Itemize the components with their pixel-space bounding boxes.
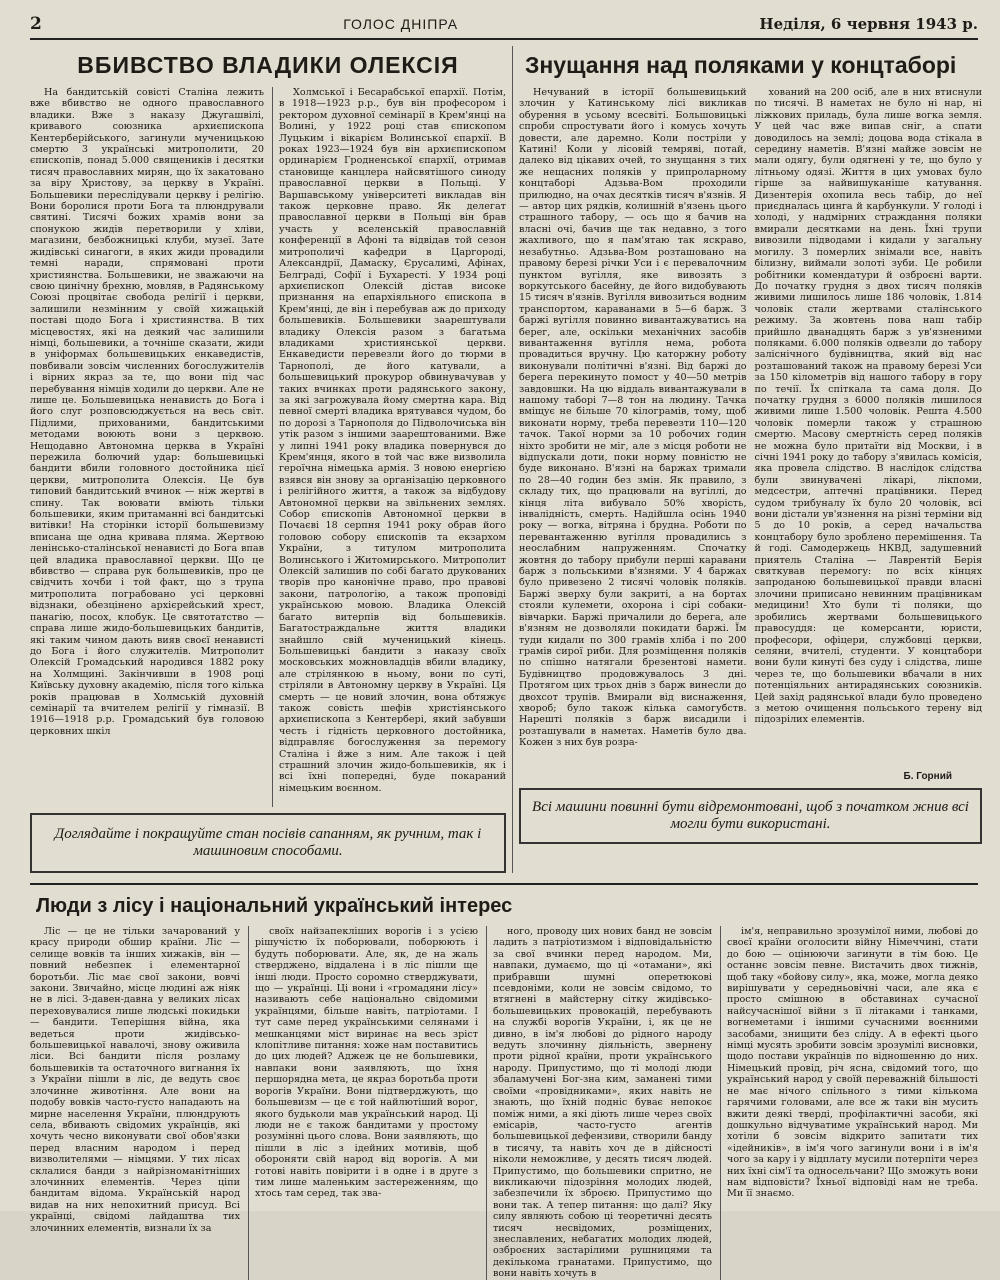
article-bottom-column-3 — [486, 926, 712, 1280]
article-left-text-1: На бандитській совісті Сталіна лежить вже вбивство не одного православного владики. Вже з наказу Джугашвілі, кривавого союзника архиєпископа Кентерберійського, загинули мученицькою смертю 3 українські митрополити, 20 єпископів, понад 5.000 священиків і десятки тисяч православних мирян, що їх закатовано за віру Христову, за церкву в Україні. Большевики переслідували церкву і релігію. Вони боролися проти Бога та плюндрували святині. Тисячі божих храмів вони за спонукою жидів перетворили у хліви, магазини, безбожницькі клуби, музеї. Зате жидівські синагоги, в яких жиди провадили темні наради, спрямовані проти християнства. Большевики, не зважаючи на свою цинічну брехню, мовляв, в Радянському Союзі процвітає свобода релігії і церкви, залишили незмінним у своїй хижацькій поставі щодо Бога і християнства. В тих місцевостях, які на деякий час залишили німці, большевики, а точніше сказати, жиди в уніформах большевицьких енкаведистів, повбивали зовсім численних богослужителів і вірних якраз за те, що вони під час перебування німців ходили до церкви. Але не лише це. Большевицька ненависть до Бога і його слуг розповсюджується на весь світ. Підлими, прихованими, бандитськими методами воюють вони з церквою. Нещодавно Автономна церква в Україні пережила болючий удар: большевицькі бандити вбили головного достойника цієї церкви, митрополита Олексія. Це був типовий бандитський вчинок — ніж жертві в спину. Так воювати вміють тільки большевики, яким притаманні всі бандитські витівки! На сторінки історії большевизму вписана ще одна кривава пляма. Жертвою ленінсько-сталінської ненависті до Бога впав цей владика православної церкви. Що це вбивство — справа рук большевиків, про це свідчить хочби і той факт, що з трупа митрополита пограбовано усі церковні відзнаки, обезцінено архієрейський хрест, панагію, посох, клобук. Це святотатство — справа лише жидо-большевицьких бандитів, які таким чином дають вияв своєї ненависті до Бога і його служителів. Митрополит Олексій Громадський народився 1882 року на Холмщині. Закінчивши в 1908 році Київську духовну академію, після того кілька років працював в Холмській духовній семінарії та вчителем релігії у гімназії. В 1916—1918 р.р. Громадський був головою церковних шкіл — [30, 87, 264, 737]
masthead — [30, 14, 978, 40]
article-liudy-z-lisu — [30, 883, 978, 1280]
paper-name: ГОЛОС ДНІПРА — [343, 16, 459, 32]
headline-left: ВБИВСТВО ВЛАДИКИ ОЛЕКСІЯ — [77, 52, 459, 78]
article-znushchannia — [512, 46, 982, 873]
page-number: 2 — [30, 14, 42, 34]
slogan-right-text: Всі машини повинні бути відремонтовані, щоб з початком жнив всі могли бути використані. — [532, 799, 969, 832]
headline-bottom: Люди з лісу і національний український інтерес — [36, 895, 513, 917]
article-right-column-2 — [755, 87, 983, 767]
headline-right: Знущання над поляками у концтаборі — [525, 52, 957, 78]
article-bottom-text-3: ного, проводу цих нових банд не зовсім ладить з патріотизмом і відповідальністю за свої вчинки перед народом. Ми, навпаки, думаємо, що ці «отамани», які прибравши шумні оперетюкові псевдоніми, коли не зовсім свідомо, то втягнені в майстерну сітку жидівсько-большевицьких провокацій, перебувають на службі ворогів України, і, як це не дивно, в ім'я любові до рідного народу ведуть злочинну діяльність, звернену проти рідної країни, проти українського народу. Припустимо, що ті молоді люди збаламучені Бог-зна ким, заманені тими своїми «провідниками», яких навіть не знають, що їхній подніс буває непокоє поміж ними, а які діють лише через своїх емісарів, часто-густо агентів большевицької дефензиви, створили банду в тисячу, та навіть хоч де в дійсності ніколи неможливе, у десять тисяч людей. Припустимо, що большевики спритно, не викликаючи підозріння молодих людей, забезпечили їх зброєю. Припустимо що вони так. А тепер питання: що далі? Яку силу являють собою ці теоретичні десять тисяч несвідомих, розміщених, знеславлених, небагатих молодих людей, озброєних застарілими рушницями та декількома гранатами. Припустимо, що вони навіть хочуть в — [493, 926, 712, 1280]
article-bottom-text-1: Ліс — це не тільки зачарований у красу природи обшир країни. Ліс — селище вовків та інших хижаків, він — повний небезпек і елементарної боротьби. Ліс має свої закони, вовчі закони. Звичайно, місце людині аж ніяк не в лісі. З-давен-давна у великих лісах переховувалися лише людські покидьки — бандити. Теперішня війна, яка ведеться проти жидівсько-большевицької навалочі, знову оживила ліси. Всі бандити після розламу большевиків та остаточного вигнання їх з України пішли в ліс, де ведуть своє злочинне животіння. Але вони на подобу вовків часто-густо нападають на мирне населення України, плюндрують села, вбивають свідомих українців, які хочуть чесно виконувати свої обов'язки перед власним народом і перед визволителями — німцями. У тих лісах склалися банди з найрізноманітніших злочинних елементів. Через ціпи бандитам відома. Українській народ видав на них непохитний присуд. Всі українці, свідомі лайдаштва тих злочинних елементів, визнали їх за — [30, 926, 240, 1234]
article-left-column-2 — [272, 87, 506, 807]
article-left-column-1 — [30, 87, 264, 807]
article-bottom-column-4 — [720, 926, 978, 1280]
article-right-column-1 — [519, 87, 747, 767]
article-right-text-1: Нечуваний в історії большевицький злочин у Катинському лісі викликав обурення в усьому всесвіті. Большовицькі спроби спростувати його і комусь хочуть довести, але даремно. Коли постріли у Катині! Коли у лісовій темряві, потай, далеко від цікавих очей, то знущання з тих же нещасних поляків у припроларному концтаборі Адзьва-Вом проходили прилюдно, на очах десятків тисяч в'язнів. Я — автор цих рядків, колишній в'язень цього страшного табору, — ось що я бачив на власні очі, бачив ще так недавно, з того жахливого, що я пам'ятаю так яскраво, незабутньо. Адзьва-Вом розташовано на правому березі річки Уси і є перевалочним пунктом вугілля, яке вивозять з воркутського басейну, де його видобувають 15 тисяч в'язнів. Вугілля вивозиться водним транспортом, караванами в 5—6 барж. З баржі вугілля повинно вивантажуватись на берег, але, оскільки механічних засобів вивантаження вугілля нема, робота провадиться вручну. Цю каторжну роботу виконували політичні в'язні. Від баржі до берега перекинуто помост у 40—50 метрів завдовшки. На цю віддаль вивантажували в нашому таборі 7—8 тон на людину. Тачка вміщує не більше 70 кілограмів, тому, щоб виконати норму, треба перевезти 110—120 тачок. Такої норми за 10 робочих годин ніхто зробити не міг, але з місця роботи не відпускали доти, поки норму повністю не буде виконано. В'язні на баржах тримали по 28—40 годин без змін. Як правило, з складу тих, що працювали на вугіллі, до кінця літа вибувало 50% хворість, інвалідність, смерть. Надійшла осінь 1940 року — вогка, вітряна і брудна. Роботи по перевантаженню вугілля провадились з неослабним напруженням. Спочатку жовтня до табору прибули перші каравани барж з польськими в'язнями. У 4 баржах було привезено 2 тисячі чоловік поляків. Баржі зверху були закриті, а на бортах стояли кулемети, охорона і сірі собаки-вівчарки. Баржі причалили до берега, але в'язням не дозволяли покидати баржі. Їм туди кидали по 300 грамів хліба і по 200 грамів сирої риби. Для розміщення поляків по спішно натягали брезентові намети. Будівництво продовжувалось 3 дні. Протягом цих трьох днів з барж винесли до двохсот трупів. Вмирали від виснаження, хвороб; було також кілька самогубств. Нарешті поляків з барж висадили і розташували в наметах. Наметів було два. Кожен з них був розра- — [519, 87, 747, 749]
article-signature: Б. Горний — [903, 771, 952, 782]
article-bottom-column-2 — [248, 926, 478, 1280]
article-bottom-text-4: ім'я, неправильно зрозумілої ними, любові до своєї країни оголосити війну Німеччині, стати до бою — оцінюючи загинути в тім бою. Це останнє зовсім певне. Вистачить двох тижнів, щоб таку «бойову силу», яка, може, могла деяко вирішувати у середньовічні часи, але яка є просто смішною в обставинах сучасної найсучаснішої війни з її літаками і танками, вогнеметами і іншими сучасними воєнними засобами, знищити без сліду. А в ефекті цього німці мусять зробити зовсім зрозумілі висновки, щодо постави українців по відношенню до них. Німецький провід, річ ясна, свідомий того, що український народ у своїй переважній більшості не має нічого спільного з тими кількома гарячими головами, але все ж таки він мусить вжити деякі тверді, профілактичні засоби, які дошкульно відчуватиме український народ. Ми хотіли б зовсім відкрито запитати тих «ідейників», в ім'я чого загинули вони і в ім'я чого за кару і у відплату мусили потерпіти через них їхні сім'ї та односельчани? Що зможуть вони нам відповісти? Їхньої відповіді нам не треба. Ми її знаємо. — [727, 926, 978, 1200]
article-left-text-2: Холмської і Бесарабської епархії. Потім, в 1918—1923 р.р., був він професором і ректором духовної семінарії в Крем'янці на Волині, у 1922 році став єпископом Луцьким і вікарієм Волинської єпархії. В роках 1923—1924 був він архиєпископом ординарієм Гродненської єпархії, отримав становище канцлера найсвятішого синоду православної церкви в Польщі. У Варшавському університеті викладав він також церковне право. Як делегат православної церкви в Польщі він брав участь у вселенській православній конференції в Афоні та відвідав той сезон митрополичі кафедри в Царгороді, Александрії, Дамаску, Єрусалимі, Афінах, Белграді, Софії і Бухаресті. У 1934 році архиєпископ Олексій дістав високе признання на епархіяльного єпископа в Крем'янці, де він і перебував аж до приходу большевиків. Большевики заарештували владику Олексія разом з багатьма владиками християнської церкви. Енкаведисти перевезли його до тюрми в Тарнополі, де його катували, а большевицький прокурор обвинувачував у таких вчинках проти радянського закону, за які загрожувала йому смертна кара. Від певної смерті владика врятувався чудом, бо по дорозі з Тарнополя до Підволочиська він утік разом з іншими заарештованими. Вже у липні 1941 року владика повернувся до Крем'янця, якого в той час вже визволила героїчна німецька армія. З новою енергією взявся він знову за організацію церковного і релігійного життя, а також за відбудову Автономної церкви на звільнених землях. Собор єпископів Автономної церкви в Почаєві 18 серпня 1941 року обрав його головою собору єпископів та екзархом України, з титулом митрополита Волинського і Житомирського. Митрополит Олексій залишив по собі багато друкованих творів про канонічне право, про правові закони, патрологію, а також проповіді українською мовою. Владика Олексій багато витерпів від большевиків. Багатостраждальне життя владики знайшло свій мученицький кінець. Большевицькі бандити з наказу своїх московських можновладців вбили владику, але стрілянкою в ньому, вони по суті, стріляли в Автономну церкву в Україні. Ця смерть — це новий злочин, вона обтяжує також совість шефів христіянського архиєпископа з Кентербері, який забувши честь і гідність церковного достойника, відправляє богослуження за перемогу Сталіна і йже з ним. Але також і цей страшний злочин жидо-большевиків, як і всі їхні попередні, буде покараний німецьким воєнном. — [279, 87, 506, 794]
slogan-left-text: Доглядайте і покращуйте стан посівів сапанням, як ручним, так і машиновим способами. — [54, 826, 482, 859]
article-bottom-column-1 — [30, 926, 240, 1280]
article-bottom-text-2: своїх найзапекліших ворогів і з усією рішучістю їх поборювали, поборюють і будуть поборювати. Але, як, де на жаль стверджено, віддалена і в ліс пішли ще інші люди. Просто соромно стверджувати, що — українці. Ці вони і «громадяни лісу» називають себе національно свідомими українцями, більше навіть, патріотами. І тут саме перед українськими селянами і мешканцями міст виринає на весь зріст клопітливе питання: хоже нам поставитись до цих людей? Аджеж це не большевики, навпаки вони заявляють, що їхня першорядна мета, це якраз боротьба проти ворогів України. Вони підтверджують, що большевизм — це є той найлютіший ворог, якого будьколи мав український народ. Ці люди не є також бандитами у простому розумінні цього слова. Вони заявляють, що пішли в ліс з ідейних мотивів, щоб обороняти свій народ від ворогів. А ми готові навіть повірити і в одне і в друге з тим лише маленьким застереженням, що хтось там серед, так зва- — [255, 926, 478, 1200]
slogan-box-left — [30, 813, 506, 873]
article-vbyvstvo — [30, 46, 506, 873]
article-right-text-2: хований на 200 осіб, але в них втиснули по тисячі. В наметах не було ні нар, ні ліжкових приладь, була лише вогка земля. У цей час вже випав сніг, а спати доводилось на землі; доцова вода стікала в середину наметів. В'язні майже зовсім не мали одягу, були одягнені у те, що було у літньому одязі. Життя в цих умовах було гірше за найвишуканіше катування. Дизентерія охопила весь табір, до неї приєдналась цинга й карбункули. У голоді і холоді, у надмірних страждання поляки вмирали десятками на день. Їхні трупи вивозили підводами і кидали у загальну могилу. З померлих знімали все, навіть білизну, виймали золоті зуби. Це робили робітники комендатури й озброєні варти. До початку грудня з двох тисяч поляків живими лишилось лише 186 чоловік, 1.814 чоловік стали жертвами сталінського режиму. За жовтень пова наш табір прийшло дванадцять барж з ув'язненими поляками. 6.000 поляків одвезли до табору заліснічного будівництва, який від нас розташований також на правому березі Уси за 150 кілометрів від нашого табору в гору по течії. Їх спіткала та сама доля. До початку грудня з 6000 поляків лишилося живими лише 1.500 чоловік. Решта 4.500 чоловік померли також у страшною смертю. Масову смертність серед поляків не можна було притаїти від Москви, і в січні 1941 року до табору з'явилась комісія, яка провела слідство. В наслідок слідства були звинувачені лікарі, лікпоми, медсестри, аптечні працівники. Перед судом трибуналу їх було 20 чоловік, всі вони дістали ув'язнення на різні терміни від 5 до 10 років, а серед начальства концтабору було зроблено перемішення. Та й годі. Самодержець НКВД, задушевний приятель Сталіна — Лаврентій Берія святкував перемогу: по всіх кінцях запроданою большевицької правди власні злочини приписано невинним працівникам медицини! Хто були ті поляки, що зробились жертвами большевицького правосуддя: це комерсанти, юристи, професори, офіцери, службовці церкви, селяни, вчителі, студенти. У концтабори вони були кинуті без суду і слідства, лише через те, що большевики вбачали в них потенціяльних антирадянських союзників. Цей захід радянської влади було проведено з метою очищення польського терену від підозрілих елементів. — [754, 87, 982, 726]
issue-date: Неділя, 6 червня 1943 р. — [759, 15, 978, 33]
slogan-box-right — [519, 788, 982, 844]
